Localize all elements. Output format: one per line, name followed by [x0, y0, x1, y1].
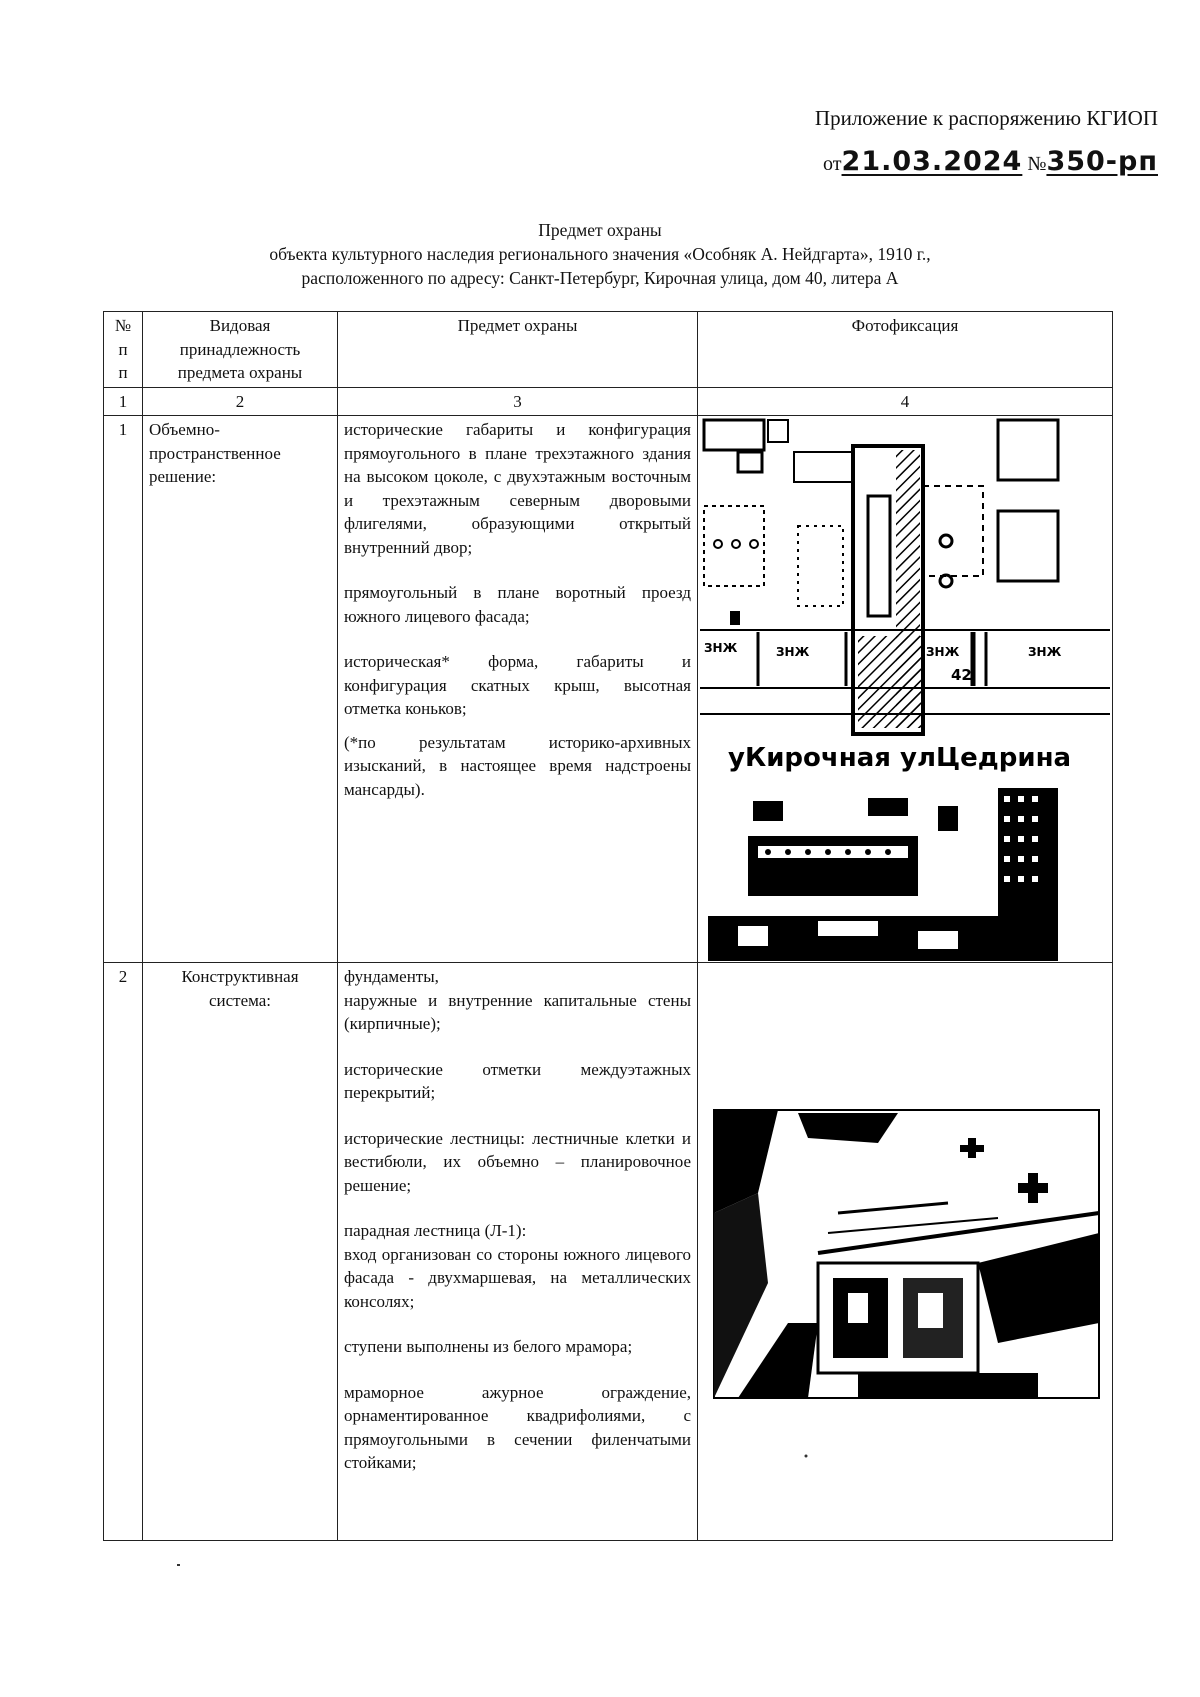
aerial-photo — [700, 788, 1110, 961]
order-date: 21.03.2024 — [841, 146, 1023, 177]
subject-item: ступени выполнены из белого мрамора; — [344, 1337, 633, 1356]
staircase-photo — [698, 963, 1112, 1539]
zn-label: ЗНЖ — [1028, 645, 1062, 659]
order-line — [823, 146, 1158, 177]
from-label: от — [823, 153, 842, 175]
subject-item: исторические габариты и конфигурация прямоугольного в плане трехэтажного здания на высоком цоколе, с двухэтажным восточным и трехэтажным северным дворовыми флигелями, образующими открытый внутренний двор; — [344, 420, 691, 557]
row-num: 1 — [104, 416, 143, 963]
subject-item: историческая* форма, габариты и конфигурация скатных крыш, высотная отметка коньков; — [344, 652, 691, 718]
heading-line-2: объекта культурного наследия регионального значения «Особняк А. Нейдгарта», 1910 г., — [269, 244, 931, 264]
staircase-interior-photo — [714, 1110, 1099, 1398]
row-type: Объемно- пространственное решение: — [143, 416, 338, 963]
header-num: № п п — [104, 312, 143, 388]
number-label: № — [1027, 153, 1047, 175]
protection-subject-table — [103, 311, 1113, 1541]
heading-line-3: расположенного по адресу: Санкт-Петербург, Кирочная улица, дом 40, литера А — [301, 268, 899, 288]
street-label: уКирочная улЦедрина — [728, 743, 1072, 773]
header-photo: Фотофиксация — [698, 312, 1113, 388]
row-subject — [338, 963, 698, 1541]
stray-mark — [177, 1564, 180, 1566]
col-number-2: 2 — [143, 387, 338, 416]
document-heading — [0, 218, 1200, 290]
subject-item: мраморное ажурное ограждение, орнаментированное квадрифолиями, с прямоугольными в сечении филенчатыми стойками; — [344, 1382, 691, 1472]
row-type: Конструктивная система: — [143, 963, 338, 1541]
subject-item: наружные и внутренние капитальные стены (кирпичные); — [344, 990, 691, 1033]
table-row — [104, 416, 1113, 963]
zn-label: ЗНЖ — [776, 645, 810, 659]
header-subject: Предмет охраны — [338, 312, 698, 388]
subject-item: исторические отметки междуэтажных перекрытий; — [344, 1059, 691, 1102]
order-number: 350-рп — [1046, 146, 1158, 177]
row-subject — [338, 416, 698, 963]
col-number-4: 4 — [698, 387, 1113, 416]
house-number: 42 — [951, 666, 972, 684]
heading-line-1: Предмет охраны — [538, 220, 662, 240]
header-type: Видовая принадлежность предмета охраны — [143, 312, 338, 388]
column-number-row — [104, 387, 1113, 416]
table-header-row — [104, 312, 1113, 388]
row-photo — [698, 416, 1113, 963]
col-number-3: 3 — [338, 387, 698, 416]
zn-label: ЗНЖ — [704, 641, 738, 655]
cadastral-map — [700, 416, 1110, 773]
table-row — [104, 963, 1113, 1541]
zn-label: ЗНЖ — [926, 645, 960, 659]
site-plan-photo — [698, 416, 1112, 961]
row-num: 2 — [104, 963, 143, 1541]
subject-item: парадная лестница (Л-1): — [344, 1221, 527, 1240]
row-photo — [698, 963, 1113, 1541]
annex-title: Приложение к распоряжению КГИОП — [814, 106, 1158, 130]
col-number-1: 1 — [104, 387, 143, 416]
subject-item: фундаменты, — [344, 967, 439, 986]
subject-item: вход организован со стороны южного лицевого фасада - двухмаршевая, на металлических консолях; — [344, 1244, 691, 1311]
subject-item: (*по результатам историко-архивных изысканий, в настоящее время надстроены мансарды). — [344, 732, 691, 799]
subject-item: исторические лестницы: лестничные клетки и вестибюли, их объемно – планировочное решение; — [344, 1128, 691, 1195]
subject-item: прямоугольный в плане воротный проезд южного лицевого фасада; — [344, 583, 691, 626]
